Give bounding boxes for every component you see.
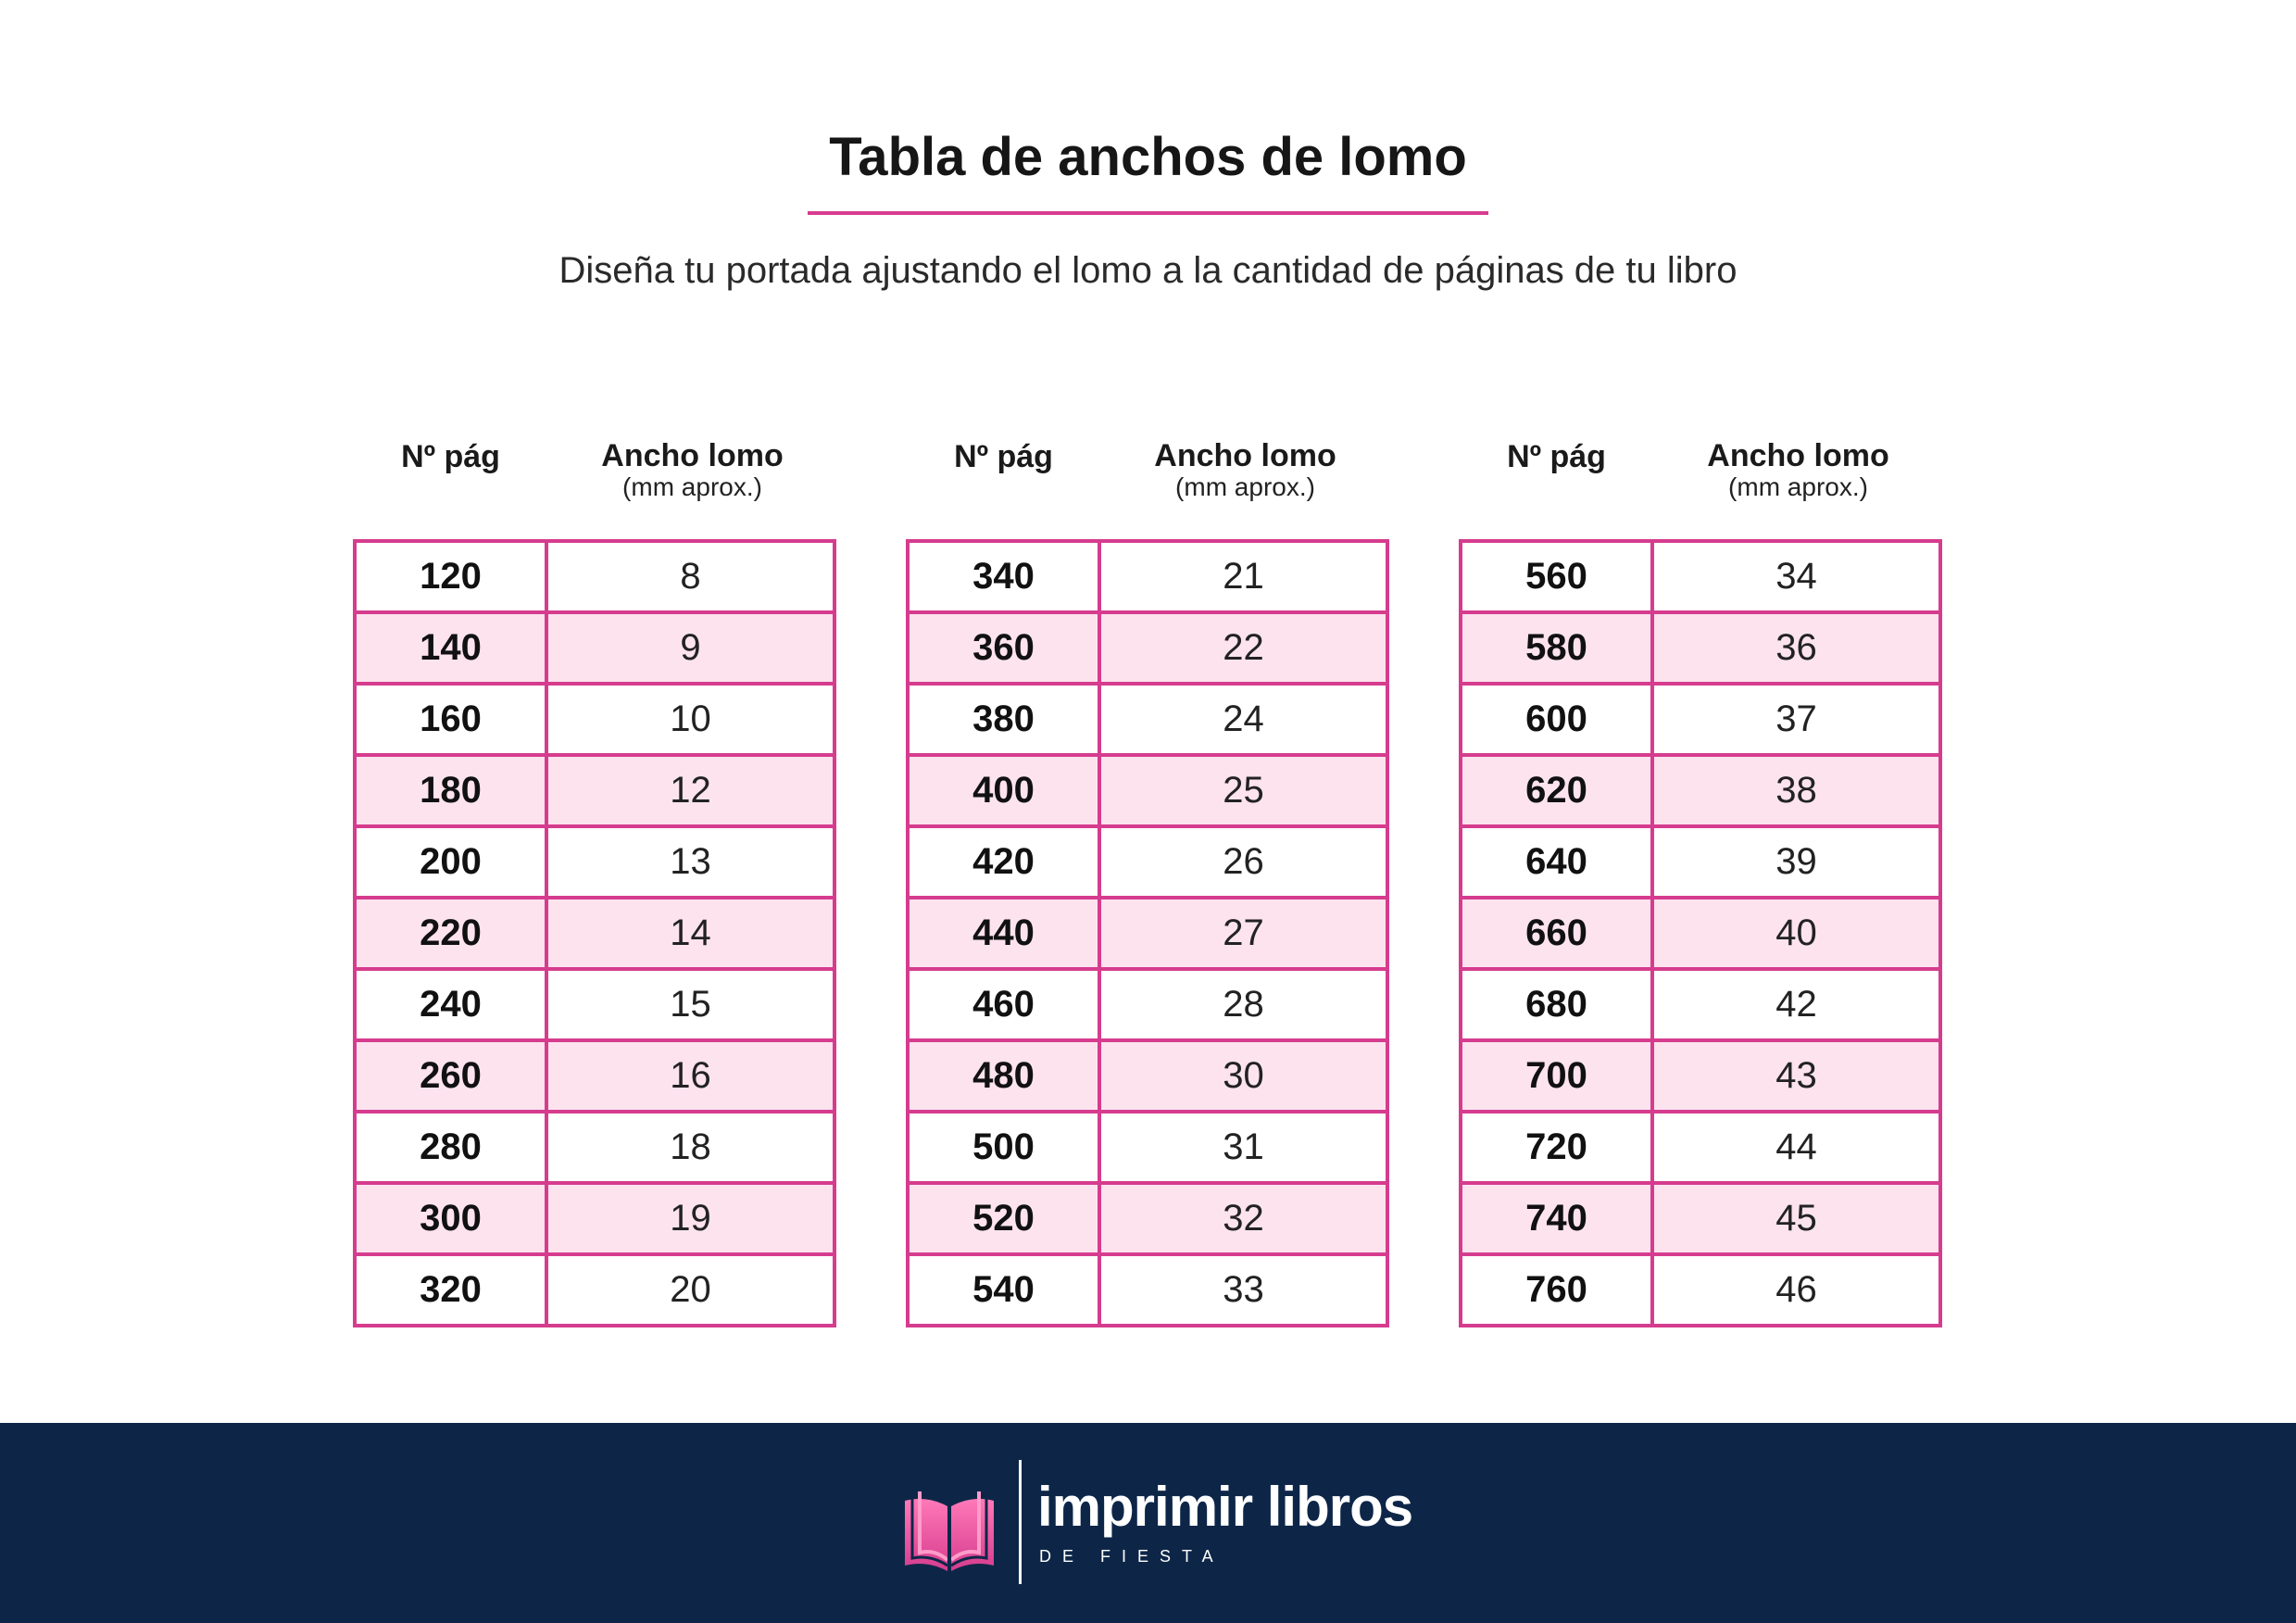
- spine-table: [1459, 539, 1942, 1327]
- width-cell: 26: [1099, 826, 1387, 898]
- width-cell: 43: [1652, 1040, 1940, 1112]
- width-cell: 42: [1652, 969, 1940, 1040]
- pages-cell: 120: [355, 541, 546, 612]
- width-cell: 10: [546, 684, 834, 755]
- spine-table: [353, 539, 836, 1327]
- width-unit-label: (mm aprox.): [622, 472, 762, 501]
- pages-cell: 380: [908, 684, 1099, 755]
- table-header: [1459, 435, 1942, 539]
- table-row: [355, 969, 834, 1040]
- pages-cell: 320: [355, 1254, 546, 1326]
- width-cell: 20: [546, 1254, 834, 1326]
- width-unit-label: (mm aprox.): [1175, 472, 1315, 501]
- width-cell: 34: [1652, 541, 1940, 612]
- width-cell: 27: [1099, 898, 1387, 969]
- pages-column-header: Nº pág: [1507, 439, 1606, 474]
- table-header: [906, 435, 1389, 539]
- pages-cell: 200: [355, 826, 546, 898]
- width-cell: 8: [546, 541, 834, 612]
- pages-cell: 660: [1461, 898, 1652, 969]
- pages-cell: 220: [355, 898, 546, 969]
- table-row: [908, 684, 1387, 755]
- pages-cell: 520: [908, 1183, 1099, 1254]
- table-row: [908, 1254, 1387, 1326]
- width-cell: 37: [1652, 684, 1940, 755]
- width-cell: 28: [1099, 969, 1387, 1040]
- width-cell: 32: [1099, 1183, 1387, 1254]
- table-row: [355, 1040, 834, 1112]
- width-cell: 38: [1652, 755, 1940, 826]
- pages-cell: 460: [908, 969, 1099, 1040]
- table-row: [1461, 1183, 1940, 1254]
- spine-table-group-2: [906, 435, 1389, 1310]
- table-row: [1461, 684, 1940, 755]
- width-cell: 40: [1652, 898, 1940, 969]
- table-row: [355, 612, 834, 684]
- table-row: [355, 684, 834, 755]
- table-row: [908, 612, 1387, 684]
- pages-cell: 160: [355, 684, 546, 755]
- table-header: [353, 435, 836, 539]
- pages-cell: 680: [1461, 969, 1652, 1040]
- width-cell: 31: [1099, 1112, 1387, 1183]
- table-row: [1461, 1112, 1940, 1183]
- table-row: [908, 1040, 1387, 1112]
- pages-cell: 300: [355, 1183, 546, 1254]
- table-row: [908, 1183, 1387, 1254]
- pages-cell: 540: [908, 1254, 1099, 1326]
- table-row: [908, 898, 1387, 969]
- title-underline: [808, 211, 1488, 215]
- width-cell: 33: [1099, 1254, 1387, 1326]
- table-row: [1461, 969, 1940, 1040]
- open-book-icon: [903, 1488, 996, 1573]
- pages-cell: 240: [355, 969, 546, 1040]
- pages-cell: 640: [1461, 826, 1652, 898]
- width-cell: 12: [546, 755, 834, 826]
- width-cell: 15: [546, 969, 834, 1040]
- width-cell: 25: [1099, 755, 1387, 826]
- pages-cell: 600: [1461, 684, 1652, 755]
- brand-tagline: DE FIESTA: [1039, 1547, 1224, 1566]
- logo-divider: [1019, 1460, 1022, 1584]
- table-row: [1461, 541, 1940, 612]
- table-row: [908, 826, 1387, 898]
- spine-table-group-3: [1459, 435, 1942, 1310]
- pages-cell: 620: [1461, 755, 1652, 826]
- table-row: [1461, 755, 1940, 826]
- table-row: [355, 898, 834, 969]
- table-row: [355, 755, 834, 826]
- width-cell: 13: [546, 826, 834, 898]
- page-title: Tabla de anchos de lomo: [829, 127, 1467, 187]
- width-cell: 18: [546, 1112, 834, 1183]
- table-row: [908, 755, 1387, 826]
- pages-cell: 580: [1461, 612, 1652, 684]
- width-cell: 21: [1099, 541, 1387, 612]
- width-column-header: Ancho lomo: [1707, 438, 1889, 473]
- width-cell: 14: [546, 898, 834, 969]
- table-row: [1461, 612, 1940, 684]
- table-row: [1461, 1040, 1940, 1112]
- width-cell: 24: [1099, 684, 1387, 755]
- table-row: [355, 541, 834, 612]
- spine-table: [906, 539, 1389, 1327]
- pages-cell: 440: [908, 898, 1099, 969]
- pages-cell: 260: [355, 1040, 546, 1112]
- pages-cell: 720: [1461, 1112, 1652, 1183]
- table-row: [1461, 898, 1940, 969]
- table-row: [355, 1112, 834, 1183]
- table-row: [355, 826, 834, 898]
- table-row: [908, 1112, 1387, 1183]
- width-column-header: Ancho lomo: [601, 438, 784, 473]
- pages-cell: 180: [355, 755, 546, 826]
- table-row: [355, 1183, 834, 1254]
- width-cell: 19: [546, 1183, 834, 1254]
- footer-bar: [0, 1423, 2296, 1623]
- pages-cell: 400: [908, 755, 1099, 826]
- table-row: [355, 1254, 834, 1326]
- width-cell: 46: [1652, 1254, 1940, 1326]
- table-row: [1461, 826, 1940, 898]
- width-cell: 9: [546, 612, 834, 684]
- pages-cell: 280: [355, 1112, 546, 1183]
- width-cell: 36: [1652, 612, 1940, 684]
- pages-column-header: Nº pág: [954, 439, 1053, 474]
- pages-cell: 700: [1461, 1040, 1652, 1112]
- pages-cell: 360: [908, 612, 1099, 684]
- width-column-header: Ancho lomo: [1154, 438, 1336, 473]
- pages-cell: 340: [908, 541, 1099, 612]
- page-subtitle: Diseña tu portada ajustando el lomo a la cantidad de páginas de tu libro: [558, 250, 1738, 291]
- width-cell: 45: [1652, 1183, 1940, 1254]
- spine-table-group-1: [353, 435, 836, 1310]
- width-cell: 16: [546, 1040, 834, 1112]
- pages-cell: 140: [355, 612, 546, 684]
- pages-cell: 500: [908, 1112, 1099, 1183]
- pages-column-header: Nº pág: [401, 439, 500, 474]
- table-row: [908, 969, 1387, 1040]
- pages-cell: 480: [908, 1040, 1099, 1112]
- width-cell: 22: [1099, 612, 1387, 684]
- table-row: [908, 541, 1387, 612]
- pages-cell: 760: [1461, 1254, 1652, 1326]
- pages-cell: 420: [908, 826, 1099, 898]
- pages-cell: 740: [1461, 1183, 1652, 1254]
- pages-cell: 560: [1461, 541, 1652, 612]
- width-cell: 44: [1652, 1112, 1940, 1183]
- table-row: [1461, 1254, 1940, 1326]
- width-unit-label: (mm aprox.): [1728, 472, 1868, 501]
- brand-name: imprimir libros: [1037, 1476, 1413, 1538]
- width-cell: 30: [1099, 1040, 1387, 1112]
- width-cell: 39: [1652, 826, 1940, 898]
